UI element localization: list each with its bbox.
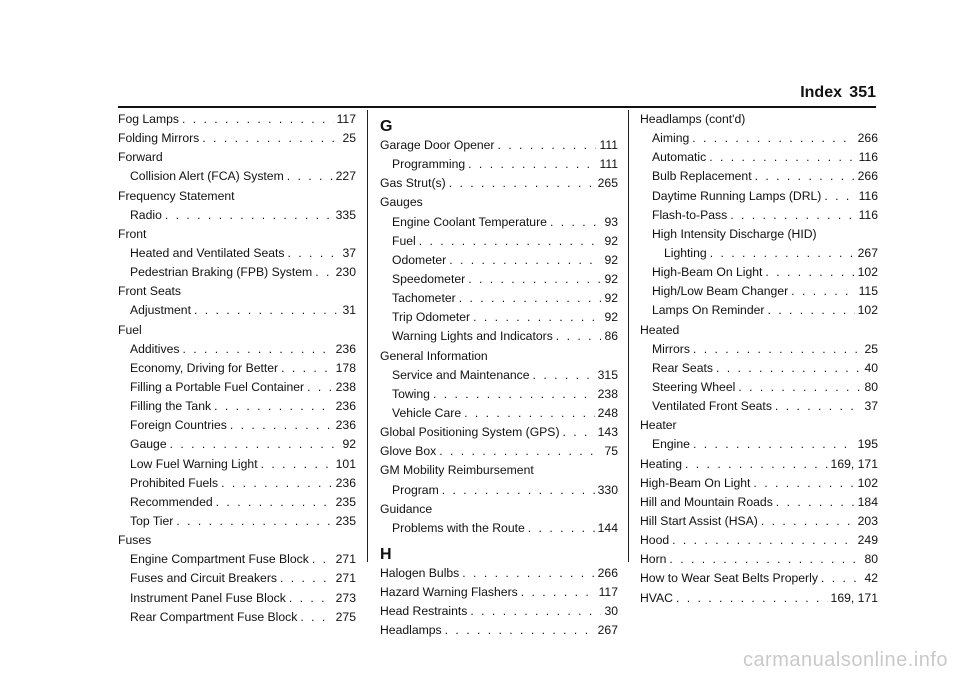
dot-leader xyxy=(791,284,855,298)
index-entry[interactable] xyxy=(380,566,618,585)
entry-term: Pedestrian Braking (FPB) System xyxy=(130,265,313,280)
entry-page-number: 86 xyxy=(604,329,618,344)
section-letter: G xyxy=(380,118,393,135)
entry-term: Problems with the Route xyxy=(392,520,525,535)
entry-page-number: 80 xyxy=(864,379,878,394)
column-divider-1 xyxy=(367,110,368,562)
entry-page-number: 169, 171 xyxy=(830,590,878,605)
entry-page-number: 271 xyxy=(335,552,356,567)
dot-leader xyxy=(288,246,340,260)
index-entry[interactable] xyxy=(640,437,878,456)
dot-leader xyxy=(202,131,339,145)
entry-term: Heater xyxy=(640,418,677,433)
index-entry[interactable] xyxy=(118,246,356,265)
entry-term: GM Mobility Reimbursement xyxy=(380,463,534,478)
entry-page-number: 102 xyxy=(857,265,878,280)
dot-leader xyxy=(528,521,595,535)
entry-page-number: 117 xyxy=(598,585,618,600)
entry-term: Horn xyxy=(640,552,667,567)
entry-term: Tachometer xyxy=(392,291,456,306)
entry-term: Flash-to-Pass xyxy=(652,207,728,222)
dot-leader xyxy=(170,437,340,451)
index-entry[interactable] xyxy=(380,157,618,176)
index-entry[interactable] xyxy=(640,533,878,552)
entry-page-number: 235 xyxy=(335,513,356,528)
dot-leader xyxy=(194,303,339,317)
index-entry[interactable] xyxy=(640,399,878,418)
entry-term: Collision Alert (FCA) System xyxy=(130,169,284,184)
entry-page-number: 37 xyxy=(864,399,878,414)
entry-page-number: 266 xyxy=(597,565,618,580)
entry-term: High-Beam On Light xyxy=(640,475,751,490)
watermark: carmanualsonline.info xyxy=(742,649,948,671)
dot-leader xyxy=(433,387,595,401)
entry-page-number: 267 xyxy=(597,623,618,638)
index-entry[interactable] xyxy=(640,265,878,284)
dot-leader xyxy=(730,208,855,222)
entry-term: Additives xyxy=(130,341,180,356)
index-entry[interactable] xyxy=(640,591,878,610)
dot-leader xyxy=(221,476,333,490)
entry-term: Instrument Panel Fuse Block xyxy=(130,590,286,605)
entry-page-number: 92 xyxy=(604,271,618,286)
index-entry[interactable] xyxy=(380,368,618,387)
entry-page-number: 115 xyxy=(858,284,878,299)
index-entry[interactable] xyxy=(380,253,618,272)
entry-term: Headlamps (cont'd) xyxy=(640,112,746,126)
index-entry[interactable] xyxy=(380,425,618,444)
dot-leader xyxy=(449,253,601,267)
entry-page-number: 111 xyxy=(599,138,618,152)
index-entry[interactable] xyxy=(118,533,356,552)
dot-leader xyxy=(473,310,601,324)
dot-leader xyxy=(307,380,333,394)
index-entry[interactable] xyxy=(640,246,878,265)
entry-page-number: 102 xyxy=(857,303,878,318)
entry-term: Fuses xyxy=(118,533,152,548)
page-number: 351 xyxy=(849,84,876,101)
index-entry[interactable] xyxy=(380,329,618,348)
entry-term: Garage Door Opener xyxy=(380,138,495,152)
dot-leader xyxy=(470,604,601,618)
entry-term: Steering Wheel xyxy=(652,379,736,394)
index-entry[interactable] xyxy=(380,176,618,195)
entry-page-number: 169, 171 xyxy=(830,456,878,471)
entry-term: Engine xyxy=(652,437,690,452)
entry-term: Lighting xyxy=(664,245,707,260)
index-entry[interactable] xyxy=(380,406,618,425)
index-entry[interactable] xyxy=(640,323,878,342)
index-entry[interactable] xyxy=(118,208,356,227)
dot-leader xyxy=(767,303,854,317)
dot-leader xyxy=(775,399,862,413)
index-entry[interactable] xyxy=(380,349,618,368)
entry-term: Hazard Warning Flashers xyxy=(380,585,518,600)
entry-term: Aiming xyxy=(652,131,690,146)
entry-term: Heated and Ventilated Seats xyxy=(130,245,285,260)
entry-term: Ventilated Front Seats xyxy=(652,399,772,414)
column-divider-2 xyxy=(628,110,629,562)
entry-term: How to Wear Seat Belts Properly xyxy=(640,571,818,586)
entry-term: Vehicle Care xyxy=(392,405,462,420)
index-entry[interactable] xyxy=(640,457,878,476)
dot-leader xyxy=(468,157,596,171)
dot-leader xyxy=(281,361,333,375)
index-entry[interactable] xyxy=(380,623,618,642)
entry-term: General Information xyxy=(380,348,488,363)
entry-page-number: 238 xyxy=(335,379,356,394)
entry-page-number: 93 xyxy=(604,214,618,229)
dot-leader xyxy=(462,566,594,580)
entry-term: Daytime Running Lamps (DRL) xyxy=(652,188,822,203)
index-entry[interactable] xyxy=(640,303,878,322)
index-entry[interactable] xyxy=(118,591,356,610)
dot-leader xyxy=(176,514,332,528)
section-letter: H xyxy=(380,545,392,563)
entry-term: Forward xyxy=(118,150,163,165)
entry-page-number: 102 xyxy=(857,475,878,490)
entry-term: Fuses and Circuit Breakers xyxy=(130,571,277,586)
entry-page-number: 275 xyxy=(335,609,356,624)
dot-leader xyxy=(459,291,602,305)
dot-leader xyxy=(556,329,602,343)
entry-term: Trip Odometer xyxy=(392,310,471,325)
entry-term: Front Seats xyxy=(118,284,181,299)
dot-leader xyxy=(315,265,332,279)
entry-page-number: 116 xyxy=(858,150,878,165)
dot-leader xyxy=(439,444,601,458)
index-entry[interactable] xyxy=(640,189,878,208)
page-header-title: Index xyxy=(800,84,842,101)
index-entry[interactable] xyxy=(118,323,356,342)
entry-term: Program xyxy=(392,482,439,497)
entry-term: Lamps On Reminder xyxy=(652,303,765,318)
dot-leader xyxy=(669,552,861,566)
dot-leader xyxy=(710,246,855,260)
dot-leader xyxy=(821,571,862,585)
index-entry[interactable] xyxy=(380,444,618,463)
entry-term: Engine Coolant Temperature xyxy=(392,214,547,229)
entry-page-number: 195 xyxy=(857,437,878,452)
dot-leader xyxy=(165,208,333,222)
entry-term: Gas Strut(s) xyxy=(380,176,446,191)
entry-term: Folding Mirrors xyxy=(118,131,200,146)
index-entry[interactable] xyxy=(118,552,356,571)
entry-term: Recommended xyxy=(130,494,213,509)
index-entry[interactable] xyxy=(118,169,356,188)
entry-term: Fuel xyxy=(392,233,416,248)
entry-term: Top Tier xyxy=(130,513,174,528)
entry-page-number: 80 xyxy=(864,552,878,567)
entry-term: Fog Lamps xyxy=(118,112,179,126)
entry-term: Head Restraints xyxy=(380,604,468,619)
entry-term: High/Low Beam Changer xyxy=(652,284,789,299)
index-entry[interactable] xyxy=(380,310,618,329)
dot-leader xyxy=(464,406,595,420)
index-entry[interactable] xyxy=(118,303,356,322)
dot-leader xyxy=(468,272,601,286)
dot-leader xyxy=(498,138,597,152)
entry-page-number: 236 xyxy=(335,418,356,433)
entry-page-number: 273 xyxy=(335,590,356,605)
entry-term: Hill Start Assist (HSA) xyxy=(640,513,758,528)
dot-leader xyxy=(716,361,861,375)
entry-page-number: 111 xyxy=(599,157,618,172)
entry-term: Service and Maintenance xyxy=(392,367,530,382)
index-column-3 xyxy=(640,112,878,610)
index-entry[interactable] xyxy=(640,227,878,246)
index-entry[interactable] xyxy=(380,272,618,291)
entry-page-number: 117 xyxy=(336,112,356,126)
dot-leader xyxy=(449,176,595,190)
index-entry[interactable] xyxy=(118,227,356,246)
dot-leader xyxy=(312,552,333,566)
entry-page-number: 92 xyxy=(604,310,618,325)
entry-term: Bulb Replacement xyxy=(652,169,752,184)
entry-term: Frequency Statement xyxy=(118,188,235,203)
entry-term: Glove Box xyxy=(380,444,437,459)
index-entry[interactable] xyxy=(380,463,618,482)
dot-leader xyxy=(776,495,855,509)
entry-term: Filling a Portable Fuel Container xyxy=(130,379,305,394)
index-entry[interactable] xyxy=(640,150,878,169)
index-entry[interactable] xyxy=(380,604,618,623)
index-entry[interactable] xyxy=(380,502,618,521)
dot-leader xyxy=(300,610,332,624)
dot-leader xyxy=(289,591,333,605)
dot-leader xyxy=(442,483,595,497)
entry-term: Odometer xyxy=(392,252,447,267)
dot-leader xyxy=(445,623,595,637)
index-entry[interactable] xyxy=(118,342,356,361)
index-entry[interactable] xyxy=(640,169,878,188)
index-entry[interactable] xyxy=(640,495,878,514)
index-entry[interactable] xyxy=(640,476,878,495)
index-entry[interactable] xyxy=(380,291,618,310)
header-rule xyxy=(118,106,876,108)
entry-term: Economy, Driving for Better xyxy=(130,360,279,375)
entry-term: High Intensity Discharge (HID) xyxy=(652,226,817,241)
index-entry[interactable] xyxy=(118,150,356,169)
entry-term: Prohibited Fuels xyxy=(130,475,219,490)
index-entry[interactable] xyxy=(380,195,618,214)
entry-page-number: 235 xyxy=(335,494,356,509)
entry-term: Foreign Countries xyxy=(130,418,227,433)
entry-term: Fuel xyxy=(118,322,142,337)
index-entry[interactable] xyxy=(640,112,878,131)
entry-page-number: 330 xyxy=(597,482,618,497)
dot-leader xyxy=(765,265,854,279)
index-entry[interactable] xyxy=(380,521,618,540)
index-entry[interactable] xyxy=(118,380,356,399)
entry-term: Automatic xyxy=(652,150,707,165)
index-entry[interactable] xyxy=(640,284,878,303)
dot-leader xyxy=(261,457,333,471)
entry-page-number: 184 xyxy=(857,494,878,509)
entry-page-number: 92 xyxy=(342,437,356,452)
dot-leader xyxy=(709,150,855,164)
entry-page-number: 40 xyxy=(864,360,878,375)
entry-term: Radio xyxy=(130,207,162,222)
index-entry[interactable] xyxy=(640,552,878,571)
entry-page-number: 75 xyxy=(604,444,618,459)
index-entry[interactable] xyxy=(118,495,356,514)
entry-term: Global Positioning System (GPS) xyxy=(380,425,560,440)
dot-leader xyxy=(533,368,595,382)
entry-page-number: 42 xyxy=(864,571,878,586)
dot-leader xyxy=(692,131,854,145)
dot-leader xyxy=(563,425,595,439)
entry-page-number: 25 xyxy=(864,341,878,356)
entry-page-number: 236 xyxy=(335,399,356,414)
entry-page-number: 315 xyxy=(597,367,618,382)
entry-term: Rear Compartment Fuse Block xyxy=(130,609,298,624)
index-entry[interactable] xyxy=(118,361,356,380)
entry-page-number: 266 xyxy=(857,131,878,146)
entry-page-number: 236 xyxy=(335,475,356,490)
entry-term: Heated xyxy=(640,322,680,337)
dot-leader xyxy=(182,112,334,126)
index-entry[interactable] xyxy=(118,112,356,131)
index-entry[interactable] xyxy=(640,342,878,361)
dot-leader xyxy=(230,418,333,432)
entry-term: High-Beam On Light xyxy=(652,265,763,280)
entry-page-number: 230 xyxy=(335,265,356,280)
dot-leader xyxy=(685,457,828,471)
index-entry[interactable] xyxy=(118,514,356,533)
entry-page-number: 101 xyxy=(335,456,356,471)
index-entry[interactable] xyxy=(640,361,878,380)
entry-term: Front xyxy=(118,226,147,241)
entry-page-number: 271 xyxy=(335,571,356,586)
index-entry[interactable] xyxy=(640,380,878,399)
entry-page-number: 30 xyxy=(604,604,618,619)
entry-term: Heating xyxy=(640,456,683,471)
index-entry[interactable] xyxy=(640,418,878,437)
dot-leader xyxy=(824,189,855,203)
entry-term: Filling the Tank xyxy=(130,399,212,414)
index-entry[interactable] xyxy=(118,284,356,303)
entry-page-number: 92 xyxy=(604,252,618,267)
entry-term: Halogen Bulbs xyxy=(380,565,460,580)
index-entry[interactable] xyxy=(640,131,878,150)
entry-page-number: 266 xyxy=(857,169,878,184)
entry-page-number: 238 xyxy=(597,386,618,401)
dot-leader xyxy=(693,437,855,451)
entry-page-number: 178 xyxy=(335,360,356,375)
entry-term: Hood xyxy=(640,533,670,548)
dot-leader xyxy=(214,399,333,413)
index-entry[interactable] xyxy=(118,437,356,456)
entry-page-number: 203 xyxy=(857,513,878,528)
index-entry[interactable] xyxy=(380,138,618,157)
index-entry[interactable] xyxy=(640,514,878,533)
entry-term: Headlamps xyxy=(380,623,442,638)
entry-page-number: 116 xyxy=(858,188,878,203)
entry-page-number: 31 xyxy=(342,303,356,318)
dot-leader xyxy=(419,234,602,248)
dot-leader xyxy=(738,380,861,394)
dot-leader xyxy=(216,495,333,509)
dot-leader xyxy=(182,342,332,356)
entry-term: Adjustment xyxy=(130,303,191,318)
index-entry[interactable] xyxy=(380,387,618,406)
index-column-2 xyxy=(380,112,618,643)
dot-leader xyxy=(280,571,333,585)
entry-term: Hill and Mountain Roads xyxy=(640,494,773,509)
entry-term: Gauge xyxy=(130,437,167,452)
index-entry[interactable] xyxy=(118,131,356,150)
dot-leader xyxy=(676,591,828,605)
entry-page-number: 265 xyxy=(597,176,618,191)
entry-term: Programming xyxy=(392,157,466,172)
entry-term: Low Fuel Warning Light xyxy=(130,456,258,471)
entry-page-number: 248 xyxy=(597,405,618,420)
index-entry[interactable] xyxy=(380,215,618,234)
entry-page-number: 116 xyxy=(858,207,878,222)
dot-leader xyxy=(693,342,862,356)
entry-term: Speedometer xyxy=(392,271,466,286)
entry-term: Engine Compartment Fuse Block xyxy=(130,552,309,567)
entry-page-number: 37 xyxy=(342,245,356,260)
index-entry[interactable] xyxy=(118,418,356,437)
index-column-1 xyxy=(118,112,356,629)
index-entry[interactable] xyxy=(380,234,618,253)
index-entry[interactable] xyxy=(380,483,618,502)
dot-leader xyxy=(755,169,855,183)
entry-page-number: 92 xyxy=(604,233,618,248)
index-entry[interactable] xyxy=(118,610,356,629)
index-entry[interactable] xyxy=(118,189,356,208)
entry-page-number: 227 xyxy=(335,169,356,184)
dot-leader xyxy=(753,476,854,490)
entry-page-number: 143 xyxy=(597,425,618,440)
entry-term: Mirrors xyxy=(652,341,690,356)
index-entry[interactable] xyxy=(118,476,356,495)
dot-leader xyxy=(672,533,855,547)
entry-term: HVAC xyxy=(640,590,673,605)
index-entry[interactable] xyxy=(118,457,356,476)
entry-page-number: 267 xyxy=(857,245,878,260)
entry-term: Guidance xyxy=(380,501,433,516)
entry-term: Towing xyxy=(392,386,430,401)
entry-term: Gauges xyxy=(380,195,423,210)
dot-leader xyxy=(550,215,602,229)
entry-page-number: 92 xyxy=(604,291,618,306)
entry-page-number: 249 xyxy=(857,533,878,548)
index-entry[interactable] xyxy=(118,265,356,284)
index-entry[interactable] xyxy=(380,585,618,604)
dot-leader xyxy=(521,585,596,599)
index-entry[interactable] xyxy=(640,208,878,227)
entry-page-number: 335 xyxy=(335,207,356,222)
index-entry[interactable] xyxy=(640,571,878,590)
entry-page-number: 144 xyxy=(597,520,618,535)
entry-page-number: 25 xyxy=(342,131,356,146)
entry-term: Warning Lights and Indicators xyxy=(392,329,553,344)
entry-term: Rear Seats xyxy=(652,360,713,375)
entry-page-number: 236 xyxy=(335,341,356,356)
dot-leader xyxy=(287,169,333,183)
dot-leader xyxy=(761,514,855,528)
index-entry[interactable] xyxy=(118,399,356,418)
index-entry[interactable] xyxy=(118,571,356,590)
